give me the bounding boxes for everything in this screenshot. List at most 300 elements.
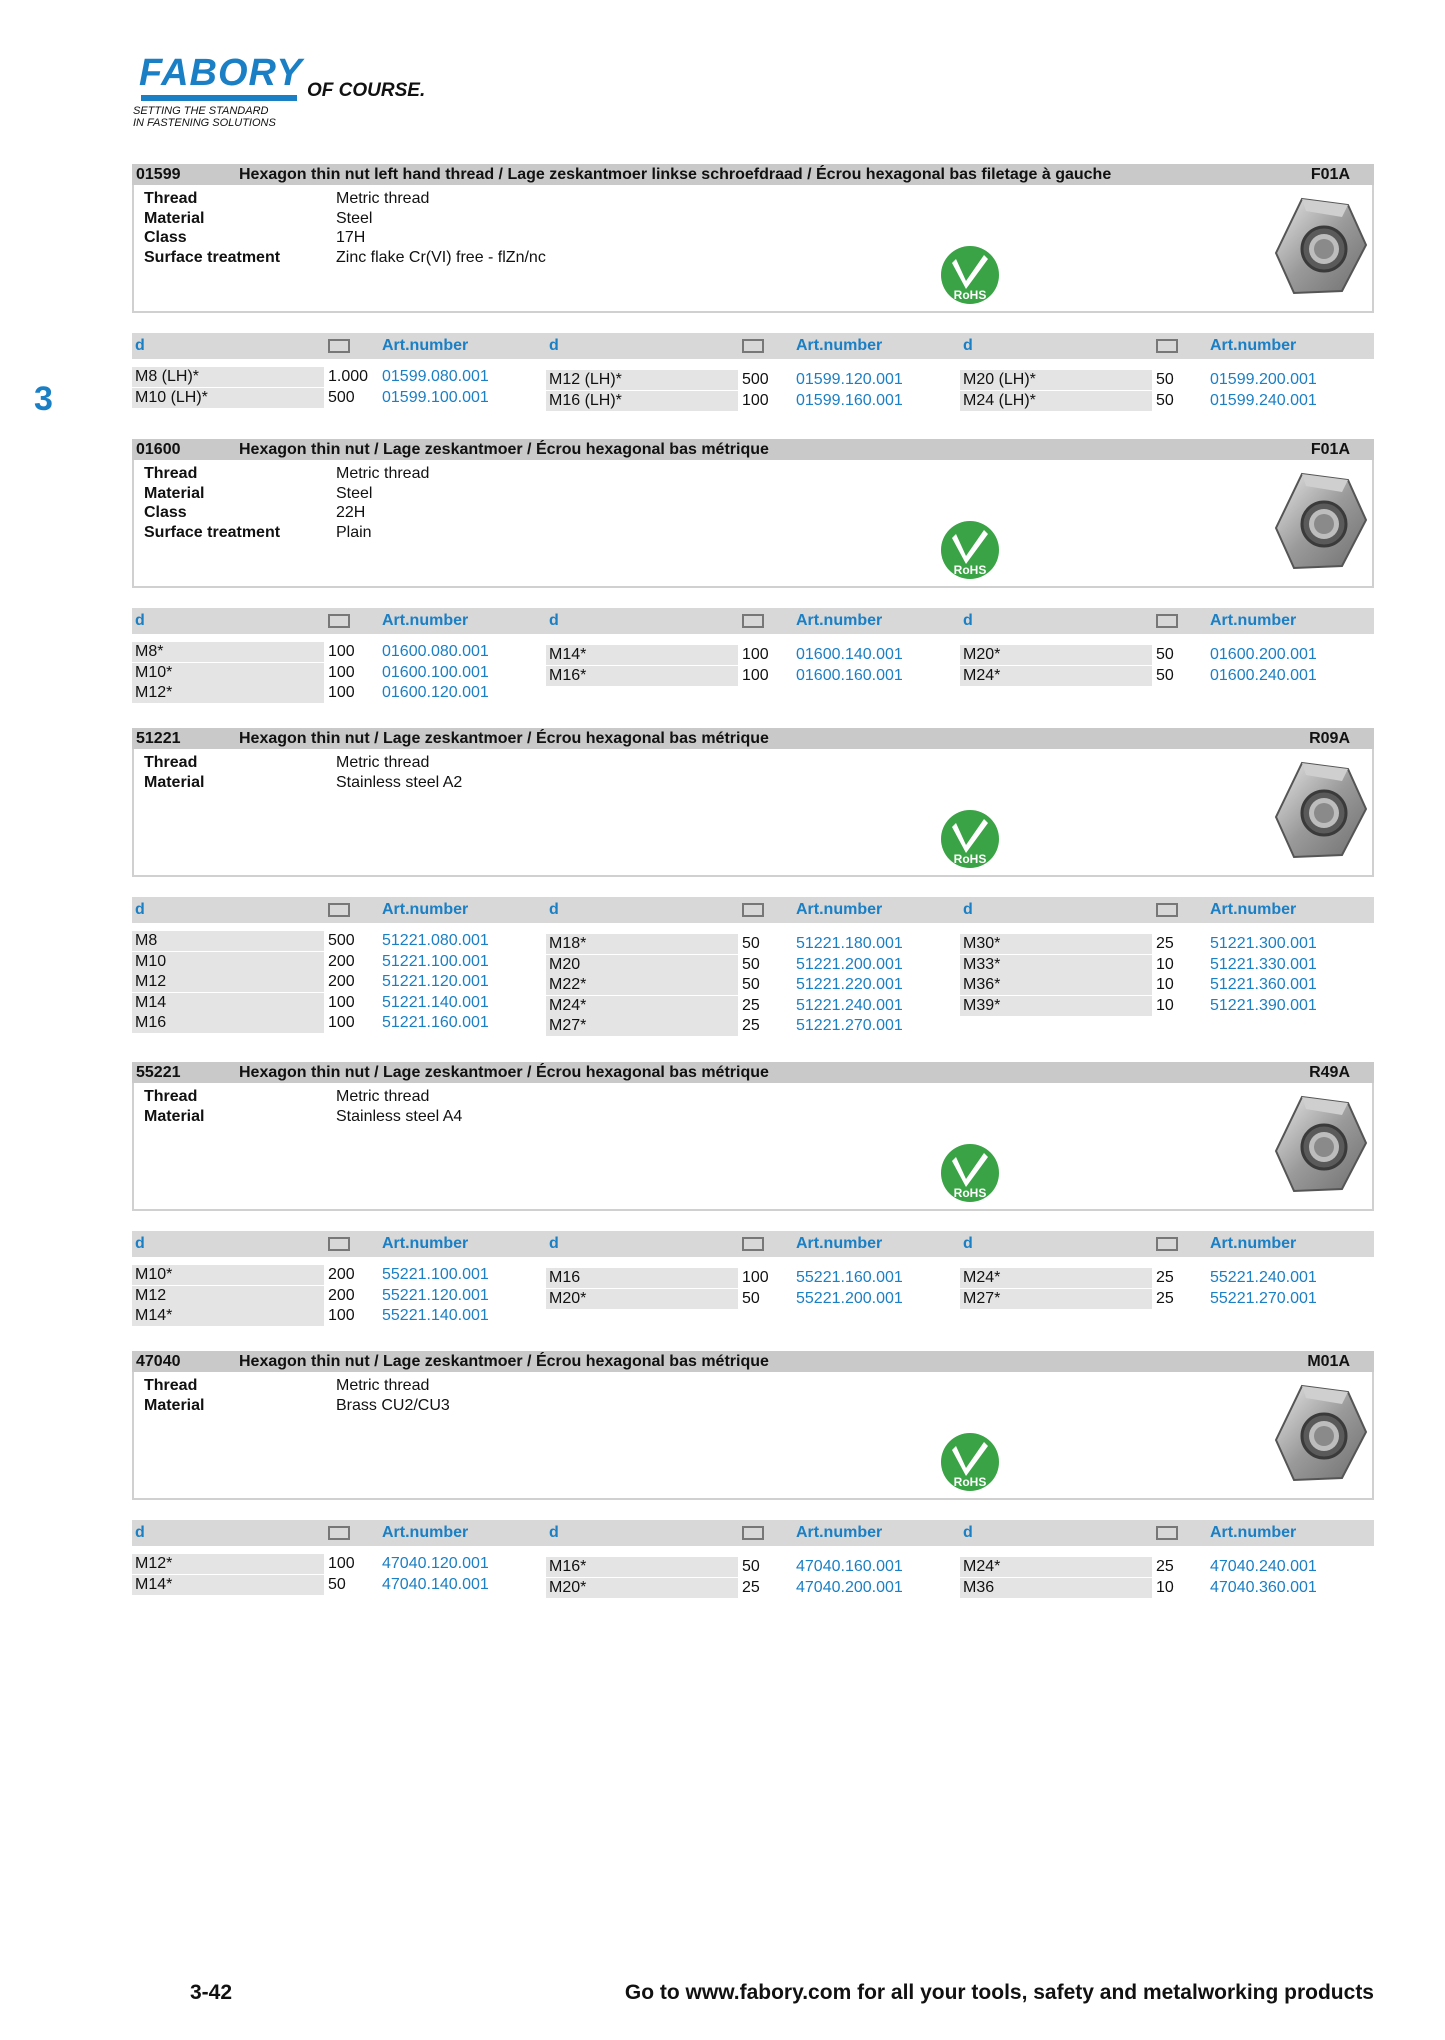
rohs-label: RoHS <box>953 852 987 866</box>
spec-key: Class <box>144 504 187 521</box>
art-number-link[interactable]: 55221.120.001 <box>382 1286 489 1304</box>
col-header-art-number: Art.number <box>382 901 469 918</box>
spec-key: Thread <box>144 1088 198 1105</box>
size-cell: M12 (LH)* <box>546 370 738 390</box>
col-header-art-number: Art.number <box>1210 612 1297 629</box>
envelope-icon <box>1156 1237 1178 1251</box>
art-number-link[interactable]: 01599.080.001 <box>382 368 489 385</box>
spec-row <box>144 1107 462 1127</box>
table-row <box>960 1289 1374 1310</box>
section-group: R09A <box>1309 730 1350 747</box>
art-number-link[interactable]: 01599.240.001 <box>1210 391 1317 409</box>
envelope-icon <box>328 1526 350 1540</box>
table-row <box>132 993 546 1014</box>
size-cell: M36* <box>960 975 1152 995</box>
section-group: M01A <box>1307 1353 1350 1370</box>
quantity-cell: 10 <box>1156 976 1174 993</box>
section-title: Hexagon thin nut / Lage zeskantmoer / Écrou hexagonal bas métrique <box>239 441 769 458</box>
envelope-icon <box>1156 339 1178 353</box>
envelope-icon <box>1156 614 1178 628</box>
section-code: 01599 <box>136 166 181 183</box>
table-row <box>132 1286 546 1307</box>
table-row <box>960 370 1374 391</box>
art-number-link[interactable]: 51221.180.001 <box>796 935 903 952</box>
grid-header <box>132 897 1374 923</box>
spec-box <box>132 1083 1374 1211</box>
envelope-icon <box>328 903 350 917</box>
spec-row <box>144 248 546 268</box>
spec-value: Stainless steel A4 <box>336 1107 463 1125</box>
article-grid <box>132 608 1374 701</box>
art-number-link[interactable]: 01600.080.001 <box>382 643 489 660</box>
art-number-link[interactable]: 51221.390.001 <box>1210 996 1317 1014</box>
article-grid <box>132 1520 1374 1596</box>
spec-value: Metric thread <box>336 465 430 482</box>
size-cell: M20 <box>546 955 738 975</box>
col-header-art-number: Art.number <box>1210 1235 1297 1252</box>
spec-value: Metric thread <box>336 1088 430 1105</box>
article-grid <box>132 333 1374 409</box>
section-code: 51221 <box>136 730 181 747</box>
art-number-link[interactable]: 55221.200.001 <box>796 1289 903 1307</box>
size-cell: M14* <box>132 1575 324 1595</box>
table-row <box>960 934 1374 955</box>
spec-key: Thread <box>144 1377 198 1394</box>
size-cell: M10 (LH)* <box>132 388 324 408</box>
col-header-art-number: Art.number <box>796 901 883 918</box>
table-row <box>960 666 1374 687</box>
art-number-link[interactable]: 01599.100.001 <box>382 388 489 406</box>
table-column <box>132 931 546 1034</box>
size-cell: M12 <box>132 1286 324 1306</box>
art-number-link[interactable]: 55221.270.001 <box>1210 1289 1317 1307</box>
table-row <box>132 931 546 952</box>
section-header <box>132 164 1374 185</box>
table-row <box>960 975 1374 996</box>
size-cell: M27* <box>546 1016 738 1036</box>
spec-box <box>132 185 1374 313</box>
spec-row <box>144 1396 450 1416</box>
quantity-cell: 10 <box>1156 1578 1174 1596</box>
spec-key: Surface treatment <box>144 248 281 266</box>
product-section <box>132 164 1374 409</box>
spec-value: Metric thread <box>336 754 430 771</box>
size-cell: M20* <box>960 645 1152 665</box>
rohs-badge-icon <box>940 245 1000 305</box>
spec-table <box>144 189 546 267</box>
spec-value: 17H <box>336 229 366 246</box>
table-column <box>960 645 1374 686</box>
quantity-cell: 100 <box>328 1555 355 1572</box>
art-number-link[interactable]: 01600.100.001 <box>382 663 489 681</box>
spec-key: Thread <box>144 190 198 207</box>
spec-key: Material <box>144 1107 205 1125</box>
table-row <box>960 645 1374 666</box>
size-cell: M20* <box>546 1578 738 1598</box>
col-header-art-number: Art.number <box>796 1235 883 1252</box>
quantity-cell: 200 <box>328 952 355 970</box>
rohs-badge-icon <box>940 520 1000 580</box>
table-row <box>960 1578 1374 1599</box>
quantity-cell: 25 <box>742 1578 760 1596</box>
art-number-link[interactable]: 47040.120.001 <box>382 1555 489 1572</box>
spec-row <box>144 189 546 209</box>
envelope-icon <box>1156 1526 1178 1540</box>
spec-value: Stainless steel A2 <box>336 773 463 791</box>
hex-nut-image <box>1272 470 1368 574</box>
size-cell: M24* <box>960 1557 1152 1577</box>
size-cell: M27* <box>960 1289 1152 1309</box>
col-header-d: d <box>963 337 973 354</box>
art-number-link[interactable]: 51221.100.001 <box>382 952 489 970</box>
table-row <box>132 367 546 388</box>
col-header-d: d <box>135 901 145 918</box>
art-number-link[interactable]: 55221.100.001 <box>382 1266 489 1283</box>
spec-value: 22H <box>336 504 366 521</box>
quantity-cell: 500 <box>328 932 355 949</box>
table-row <box>132 1265 546 1286</box>
spec-row <box>144 503 429 523</box>
col-header-d: d <box>135 612 145 629</box>
table-column <box>960 1557 1374 1598</box>
quantity-cell: 200 <box>328 1286 355 1304</box>
section-header <box>132 439 1374 460</box>
table-row <box>546 1557 960 1578</box>
spec-key: Material <box>144 1396 205 1414</box>
size-cell: M30* <box>960 934 1152 954</box>
table-column <box>960 934 1374 1016</box>
grid-header <box>132 1520 1374 1546</box>
product-section <box>132 1351 1374 1596</box>
table-row <box>960 391 1374 412</box>
art-number-link[interactable]: 01600.200.001 <box>1210 646 1317 663</box>
art-number-link[interactable]: 01599.200.001 <box>1210 371 1317 388</box>
spec-value: Plain <box>336 523 372 541</box>
table-row <box>546 1289 960 1310</box>
spec-box <box>132 1372 1374 1500</box>
table-row <box>960 955 1374 976</box>
table-row <box>960 996 1374 1017</box>
col-header-d: d <box>135 1235 145 1252</box>
spec-value: Metric thread <box>336 1377 430 1394</box>
quantity-cell: 50 <box>1156 666 1174 684</box>
table-row <box>132 1575 546 1596</box>
envelope-icon <box>742 614 764 628</box>
brand-name: FABORY <box>139 52 303 94</box>
art-number-link[interactable]: 47040.140.001 <box>382 1575 489 1593</box>
envelope-icon <box>328 614 350 628</box>
art-number-link[interactable]: 01600.140.001 <box>796 646 903 663</box>
spec-row <box>144 1376 450 1396</box>
quantity-cell: 100 <box>328 684 355 701</box>
rohs-label: RoHS <box>953 288 987 302</box>
article-grid <box>132 897 1374 1034</box>
art-number-link[interactable]: 51221.200.001 <box>796 955 903 973</box>
table-row <box>132 972 546 993</box>
spec-row <box>144 484 429 504</box>
spec-key: Thread <box>144 465 198 482</box>
size-cell: M24 (LH)* <box>960 391 1152 411</box>
size-cell: M22* <box>546 975 738 995</box>
rohs-label: RoHS <box>953 1186 987 1200</box>
spec-row <box>144 753 462 773</box>
quantity-cell: 50 <box>742 955 760 973</box>
rohs-label: RoHS <box>953 563 987 577</box>
col-header-d: d <box>549 901 559 918</box>
quantity-cell: 10 <box>1156 955 1174 973</box>
quantity-cell: 1.000 <box>328 368 369 385</box>
table-row <box>546 645 960 666</box>
art-number-link[interactable]: 01600.160.001 <box>796 666 903 684</box>
size-cell: M8* <box>132 642 324 662</box>
quantity-cell: 25 <box>1156 1269 1174 1286</box>
table-row <box>132 683 546 704</box>
quantity-cell: 100 <box>742 391 769 409</box>
size-cell: M10* <box>132 1265 324 1285</box>
col-header-d: d <box>549 1235 559 1252</box>
art-number-link[interactable]: 51221.270.001 <box>796 1017 903 1034</box>
spec-row <box>144 464 429 484</box>
size-cell: M39* <box>960 996 1152 1016</box>
product-section <box>132 728 1374 1034</box>
table-row <box>132 952 546 973</box>
art-number-link[interactable]: 47040.160.001 <box>796 1558 903 1575</box>
size-cell: M8 (LH)* <box>132 367 324 387</box>
col-header-d: d <box>963 1524 973 1541</box>
table-row <box>132 1554 546 1575</box>
rohs-badge-icon <box>940 1432 1000 1492</box>
art-number-link[interactable]: 51221.140.001 <box>382 993 489 1011</box>
quantity-cell: 100 <box>328 1307 355 1324</box>
quantity-cell: 50 <box>742 935 760 952</box>
col-header-d: d <box>135 337 145 354</box>
art-number-link[interactable]: 55221.240.001 <box>1210 1269 1317 1286</box>
spec-row <box>144 773 462 793</box>
tagline-line-2: IN FASTENING SOLUTIONS <box>133 117 276 129</box>
col-header-art-number: Art.number <box>796 1524 883 1541</box>
art-number-link[interactable]: 47040.200.001 <box>796 1578 903 1596</box>
table-column <box>960 370 1374 411</box>
envelope-icon <box>328 1237 350 1251</box>
quantity-cell: 100 <box>328 993 355 1011</box>
footer-text: Go to www.fabory.com for all your tools, safety and metalworking products <box>624 1981 1374 2004</box>
spec-row <box>144 523 429 543</box>
art-number-link[interactable]: 01600.120.001 <box>382 684 489 701</box>
art-number-link[interactable]: 47040.360.001 <box>1210 1578 1317 1596</box>
size-cell: M24* <box>960 666 1152 686</box>
quantity-cell: 100 <box>742 646 769 663</box>
rohs-label: RoHS <box>953 1475 987 1489</box>
quantity-cell: 200 <box>328 973 355 990</box>
art-number-link[interactable]: 51221.330.001 <box>1210 955 1317 973</box>
brand-underline <box>141 95 297 101</box>
spec-key: Surface treatment <box>144 523 281 541</box>
section-title: Hexagon thin nut / Lage zeskantmoer / Écrou hexagonal bas métrique <box>239 1064 769 1081</box>
quantity-cell: 100 <box>328 1014 355 1031</box>
table-row <box>960 1268 1374 1289</box>
col-header-art-number: Art.number <box>1210 901 1297 918</box>
size-cell: M14* <box>132 1306 324 1326</box>
table-column <box>546 645 960 686</box>
spec-key: Thread <box>144 754 198 771</box>
rohs-badge-icon <box>940 1143 1000 1203</box>
table-row <box>546 975 960 996</box>
quantity-cell: 50 <box>742 1558 760 1575</box>
spec-box <box>132 749 1374 877</box>
spec-key: Material <box>144 484 205 502</box>
section-code: 01600 <box>136 441 181 458</box>
quantity-cell: 25 <box>742 996 760 1014</box>
size-cell: M16 <box>132 1013 324 1033</box>
table-row <box>546 1578 960 1599</box>
col-header-d: d <box>549 337 559 354</box>
col-header-d: d <box>963 1235 973 1252</box>
size-cell: M24* <box>546 996 738 1016</box>
spec-key: Material <box>144 209 205 227</box>
section-code: 55221 <box>136 1064 181 1081</box>
size-cell: M24* <box>960 1268 1152 1288</box>
envelope-icon <box>742 1237 764 1251</box>
table-column <box>132 1554 546 1595</box>
table-row <box>132 1306 546 1327</box>
quantity-cell: 100 <box>328 663 355 681</box>
size-cell: M16 (LH)* <box>546 391 738 411</box>
tagline-line-1: SETTING THE STANDARD <box>133 105 269 117</box>
section-header <box>132 728 1374 749</box>
size-cell: M33* <box>960 955 1152 975</box>
table-row <box>546 1016 960 1037</box>
table-column <box>546 370 960 411</box>
size-cell: M12 <box>132 972 324 992</box>
table-row <box>546 666 960 687</box>
section-group: F01A <box>1310 441 1350 458</box>
article-grid <box>132 1231 1374 1324</box>
art-number-link[interactable]: 51221.220.001 <box>796 976 903 993</box>
section-code: 47040 <box>136 1353 181 1370</box>
brand-slogan: OF COURSE. <box>307 80 426 101</box>
spec-key: Class <box>144 229 187 246</box>
quantity-cell: 50 <box>1156 646 1174 663</box>
page-number: 3-42 <box>190 1981 233 2004</box>
quantity-cell: 50 <box>742 1289 760 1307</box>
col-header-art-number: Art.number <box>382 1524 469 1541</box>
quantity-cell: 25 <box>742 1017 760 1034</box>
fabory-logo <box>133 52 433 132</box>
quantity-cell: 50 <box>742 976 760 993</box>
size-cell: M20 (LH)* <box>960 370 1152 390</box>
art-number-link[interactable]: 51221.360.001 <box>1210 976 1317 993</box>
size-cell: M16* <box>546 1557 738 1577</box>
rohs-badge-icon <box>940 809 1000 869</box>
size-cell: M18* <box>546 934 738 954</box>
quantity-cell: 25 <box>1156 1558 1174 1575</box>
quantity-cell: 25 <box>1156 1289 1174 1307</box>
art-number-link[interactable]: 51221.160.001 <box>382 1014 489 1031</box>
size-cell: M10* <box>132 663 324 683</box>
hex-nut-image <box>1272 1382 1368 1486</box>
quantity-cell: 50 <box>328 1575 346 1593</box>
section-title: Hexagon thin nut / Lage zeskantmoer / Écrou hexagonal bas métrique <box>239 730 769 747</box>
envelope-icon <box>1156 903 1178 917</box>
col-header-d: d <box>963 612 973 629</box>
size-cell: M12* <box>132 683 324 703</box>
spec-row <box>144 209 546 229</box>
product-section <box>132 1062 1374 1324</box>
table-row <box>546 370 960 391</box>
section-header <box>132 1351 1374 1372</box>
table-row <box>546 1268 960 1289</box>
section-group: R49A <box>1309 1064 1350 1081</box>
size-cell: M36 <box>960 1578 1152 1598</box>
art-number-link[interactable]: 51221.120.001 <box>382 973 489 990</box>
table-row <box>546 934 960 955</box>
art-number-link[interactable]: 55221.160.001 <box>796 1269 903 1286</box>
spec-table <box>144 1087 462 1126</box>
art-number-link[interactable]: 01599.160.001 <box>796 391 903 409</box>
quantity-cell: 100 <box>742 666 769 684</box>
size-cell: M16* <box>546 666 738 686</box>
envelope-icon <box>742 903 764 917</box>
table-row <box>960 1557 1374 1578</box>
col-header-d: d <box>963 901 973 918</box>
spec-value: Metric thread <box>336 190 430 207</box>
quantity-cell: 50 <box>1156 391 1174 409</box>
col-header-art-number: Art.number <box>1210 337 1297 354</box>
size-cell: M20* <box>546 1289 738 1309</box>
col-header-art-number: Art.number <box>382 1235 469 1252</box>
table-column <box>960 1268 1374 1309</box>
size-cell: M16 <box>546 1268 738 1288</box>
quantity-cell: 25 <box>1156 935 1174 952</box>
chapter-number: 3 <box>34 380 53 418</box>
art-number-link[interactable]: 47040.240.001 <box>1210 1558 1317 1575</box>
section-title: Hexagon thin nut left hand thread / Lage zeskantmoer linkse schroefdraad / Écrou hexagonal bas filetage à gauche <box>239 166 1112 183</box>
art-number-link[interactable]: 51221.300.001 <box>1210 935 1317 952</box>
spec-value: Steel <box>336 209 373 227</box>
art-number-link[interactable]: 01600.240.001 <box>1210 666 1317 684</box>
brand-tagline <box>133 105 276 129</box>
table-row <box>132 1013 546 1034</box>
art-number-link[interactable]: 55221.140.001 <box>382 1307 489 1324</box>
table-column <box>132 1265 546 1327</box>
spec-table <box>144 1376 450 1415</box>
table-row <box>132 642 546 663</box>
art-number-link[interactable]: 51221.240.001 <box>796 996 903 1014</box>
product-section <box>132 439 1374 701</box>
table-row <box>546 955 960 976</box>
size-cell: M10 <box>132 952 324 972</box>
spec-row <box>144 1087 462 1107</box>
col-header-art-number: Art.number <box>382 612 469 629</box>
col-header-d: d <box>135 1524 145 1541</box>
size-cell: M14 <box>132 993 324 1013</box>
col-header-d: d <box>549 1524 559 1541</box>
size-cell: M12* <box>132 1554 324 1574</box>
size-cell: M8 <box>132 931 324 951</box>
quantity-cell: 500 <box>328 388 355 406</box>
grid-header <box>132 1231 1374 1257</box>
spec-value: Brass CU2/CU3 <box>336 1396 450 1414</box>
table-row <box>132 388 546 409</box>
art-number-link[interactable]: 51221.080.001 <box>382 932 489 949</box>
art-number-link[interactable]: 01599.120.001 <box>796 371 903 388</box>
section-group: F01A <box>1310 166 1350 183</box>
col-header-art-number: Art.number <box>382 337 469 354</box>
quantity-cell: 200 <box>328 1266 355 1283</box>
spec-box <box>132 460 1374 588</box>
hex-nut-image <box>1272 1093 1368 1197</box>
col-header-art-number: Art.number <box>1210 1524 1297 1541</box>
